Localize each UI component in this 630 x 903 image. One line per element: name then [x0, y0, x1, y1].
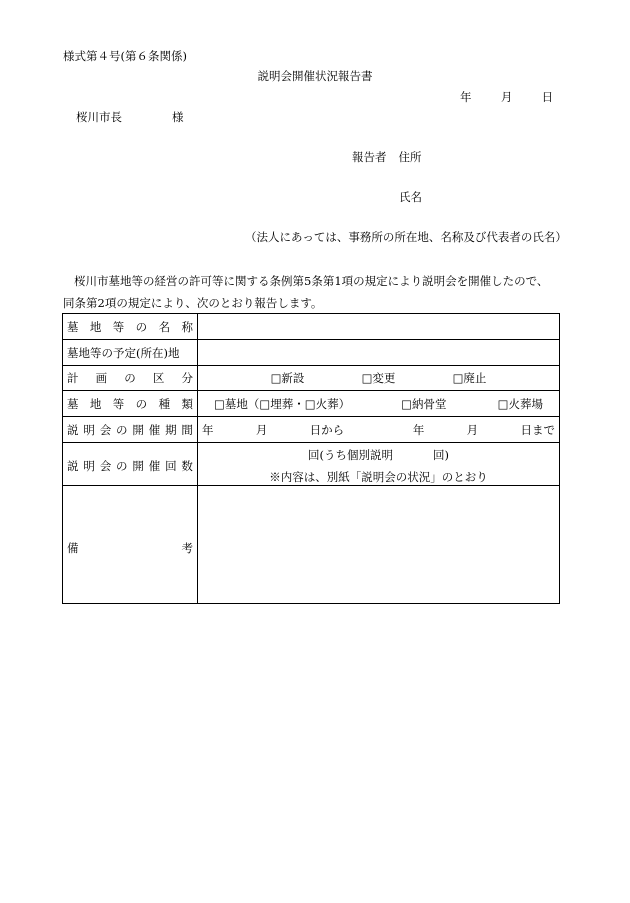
value-plan	[198, 366, 560, 391]
body-line-1: 桜川市墓地等の経営の許可等に関する条例第5条第1項の規定により説明会を開催したので、	[74, 274, 549, 288]
value-kind	[198, 391, 560, 417]
document-title: 説明会開催状況報告書	[257, 69, 373, 83]
row-count	[63, 443, 560, 486]
label-count: 説 明 会 の 開 催 回 数	[63, 443, 198, 486]
name-label: 氏名	[399, 190, 422, 204]
form-number: 様式第４号(第６条関係)	[63, 49, 187, 63]
date-year: 年	[460, 90, 472, 104]
value-period[interactable]: 年 月 日から 年 月 日まで	[198, 417, 560, 443]
label-period: 説 明 会 の 開 催 期 間	[63, 417, 198, 443]
count-times: 回(うち個別説明	[308, 448, 393, 462]
label-remarks: 備 考	[63, 486, 198, 604]
row-kind	[63, 391, 560, 417]
label-plan: 計 画 の 区 分	[63, 366, 198, 391]
checkbox-cemetery[interactable]: □墓地（□埋葬・□火葬）	[214, 396, 351, 411]
count-note: ※内容は、別紙「説明会の状況」のとおり	[269, 470, 488, 484]
body-text	[63, 270, 583, 314]
address-label: 住所	[398, 150, 422, 164]
value-name[interactable]	[198, 314, 560, 340]
row-name	[63, 314, 560, 340]
row-plan	[63, 366, 560, 391]
addressee	[76, 112, 184, 124]
checkbox-abolish[interactable]: □廃止	[452, 371, 487, 385]
row-period	[63, 417, 560, 443]
row-remarks	[63, 486, 560, 604]
checkbox-ossuary[interactable]: □納骨堂	[401, 396, 447, 411]
date-month: 月	[500, 90, 513, 104]
checkbox-new[interactable]: □新設	[270, 371, 305, 385]
addressee-suffix: 様	[172, 110, 184, 124]
report-table	[62, 313, 560, 604]
label-location: 墓地等の予定(所在)地	[63, 340, 198, 366]
body-line-2: 同条第2項の規定により、次のとおり報告します。	[63, 296, 323, 310]
addressee-name: 桜川市長	[76, 110, 122, 124]
row-location	[63, 340, 560, 366]
count-close: 回)	[433, 448, 449, 462]
date-day: 日	[541, 90, 554, 104]
checkbox-change[interactable]: □変更	[361, 371, 396, 385]
value-location[interactable]	[198, 340, 560, 366]
value-count[interactable]	[198, 443, 560, 486]
date-line	[460, 92, 553, 104]
checkbox-crematorium[interactable]: □火葬場	[497, 396, 543, 411]
label-name: 墓 地 等 の 名 称	[63, 314, 198, 340]
value-remarks[interactable]	[198, 486, 560, 604]
label-kind: 墓 地 等 の 種 類	[63, 391, 198, 417]
corporate-note: （法人にあっては、事務所の所在地、名称及び代表者の氏名）	[245, 230, 567, 244]
reporter-line	[352, 152, 422, 164]
reporter-label: 報告者	[352, 150, 387, 164]
